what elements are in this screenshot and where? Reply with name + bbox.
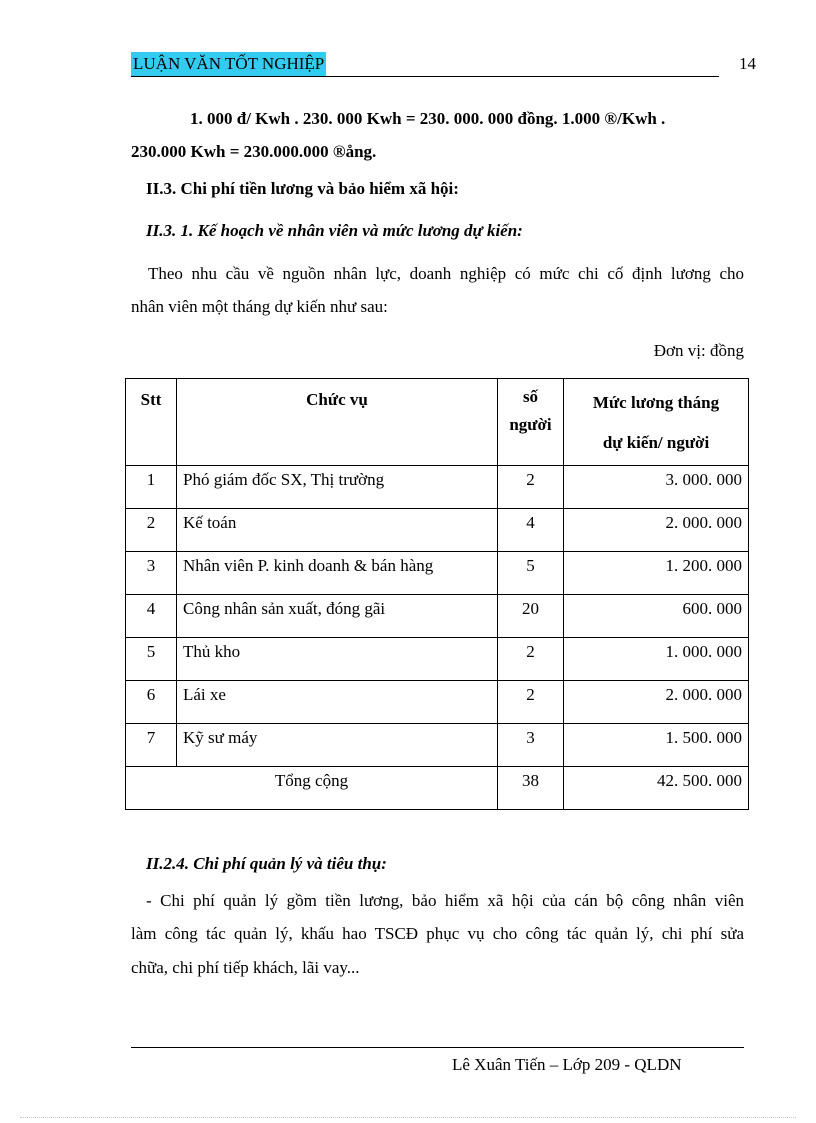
cell-count: 5 bbox=[498, 552, 564, 595]
cell-position: Công nhân sản xuất, đóng gãi bbox=[177, 595, 498, 638]
table-row bbox=[126, 509, 749, 552]
intro-line-1: 1. 000 đ/ Kwh . 230. 000 Kwh = 230. 000. 000 đồng. 1.000 ®/Kwh . bbox=[190, 109, 666, 128]
header-divider bbox=[131, 76, 719, 77]
cell-count: 2 bbox=[498, 681, 564, 724]
cell-stt: 4 bbox=[126, 595, 177, 638]
header-count-line1: số bbox=[522, 387, 539, 406]
table-row bbox=[126, 595, 749, 638]
cell-stt: 1 bbox=[126, 466, 177, 509]
cell-count: 4 bbox=[498, 509, 564, 552]
page-bottom-edge bbox=[20, 1117, 796, 1118]
footer-text: Lê Xuân Tiến – Lớp 209 - QLDN bbox=[452, 1055, 682, 1074]
section2-line-2: làm công tác quản lý, khấu hao TSCĐ phục vụ cho công tác quản lý, chi phí sửa bbox=[131, 924, 744, 943]
table-row bbox=[126, 552, 749, 595]
table-row bbox=[126, 466, 749, 509]
cell-position: Nhân viên P. kinh doanh & bán hàng bbox=[177, 552, 498, 595]
cell-stt: 5 bbox=[126, 638, 177, 681]
header-count bbox=[498, 379, 564, 466]
cell-count: 20 bbox=[498, 595, 564, 638]
header-position: Chức vụ bbox=[177, 379, 498, 466]
table-row bbox=[126, 681, 749, 724]
cell-position: Kế toán bbox=[177, 509, 498, 552]
cell-salary: 3. 000. 000 bbox=[564, 466, 749, 509]
salary-table bbox=[125, 378, 749, 810]
cell-salary: 1. 200. 000 bbox=[564, 552, 749, 595]
unit-label: Đơn vị: đồng bbox=[653, 341, 744, 360]
section-heading: II.3. Chi phí tiền lương và bảo hiểm xã hội: bbox=[146, 179, 459, 198]
cell-stt: 2 bbox=[126, 509, 177, 552]
header-salary-line1: Mức lương tháng bbox=[592, 393, 720, 412]
header-stt: Stt bbox=[126, 379, 177, 466]
total-count: 38 bbox=[498, 767, 564, 810]
header-salary bbox=[564, 379, 749, 466]
section-subheading: II.3. 1. Kế hoạch về nhân viên và mức lương dự kiến: bbox=[146, 221, 523, 240]
cell-salary: 1. 500. 000 bbox=[564, 724, 749, 767]
header-title: LUẬN VĂN TỐT NGHIỆP bbox=[131, 52, 326, 76]
paragraph-line-1: Theo nhu cầu về nguồn nhân lực, doanh nghiệp có mức chi cố định lương cho bbox=[148, 264, 744, 283]
intro-line-2: 230.000 Kwh = 230.000.000 ®ång. bbox=[131, 142, 377, 161]
page-number: 14 bbox=[739, 54, 756, 73]
footer-divider bbox=[131, 1047, 744, 1048]
table-row bbox=[126, 638, 749, 681]
table-total-row bbox=[126, 767, 749, 810]
section2-line-1: - Chi phí quản lý gồm tiền lương, bảo hiểm xã hội của cán bộ công nhân viên bbox=[146, 891, 744, 910]
cell-count: 2 bbox=[498, 466, 564, 509]
cell-count: 2 bbox=[498, 638, 564, 681]
cell-stt: 7 bbox=[126, 724, 177, 767]
section2-line-3: chữa, chi phí tiếp khách, lãi vay... bbox=[131, 958, 360, 977]
cell-salary: 2. 000. 000 bbox=[564, 681, 749, 724]
cell-salary: 2. 000. 000 bbox=[564, 509, 749, 552]
cell-position: Thủ kho bbox=[177, 638, 498, 681]
table-header-row bbox=[126, 379, 749, 466]
cell-stt: 3 bbox=[126, 552, 177, 595]
total-label: Tổng cộng bbox=[126, 767, 498, 810]
cell-count: 3 bbox=[498, 724, 564, 767]
header-count-line2: người bbox=[509, 415, 552, 434]
cell-position: Kỹ sư máy bbox=[177, 724, 498, 767]
total-salary: 42. 500. 000 bbox=[564, 767, 749, 810]
paragraph-line-2: nhân viên một tháng dự kiến như sau: bbox=[131, 297, 388, 316]
section2-heading: II.2.4. Chi phí quản lý và tiêu thụ: bbox=[146, 854, 387, 873]
cell-position: Phó giám đốc SX, Thị trường bbox=[177, 466, 498, 509]
cell-stt: 6 bbox=[126, 681, 177, 724]
header-salary-line2: dự kiến/ người bbox=[602, 433, 710, 452]
cell-salary: 600. 000 bbox=[564, 595, 749, 638]
table-row bbox=[126, 724, 749, 767]
cell-position: Lái xe bbox=[177, 681, 498, 724]
cell-salary: 1. 000. 000 bbox=[564, 638, 749, 681]
